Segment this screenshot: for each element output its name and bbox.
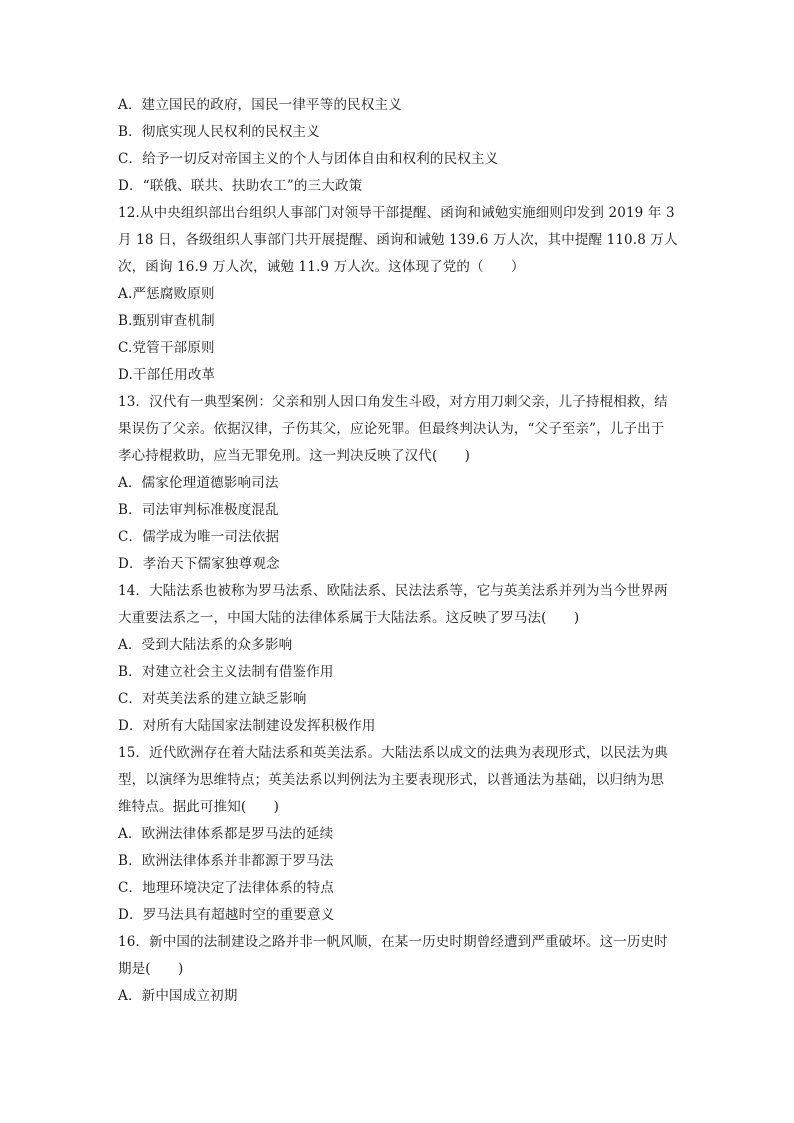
question-stem-line: 13．汉代有一典型案例：父亲和别人因口角发生斗殴，对方用刀刺父亲，儿子持棍相救，结 bbox=[118, 394, 668, 410]
option-a: A．欧洲法律体系都是罗马法的延续 bbox=[118, 826, 334, 842]
question-stem-line: 月 18 日，各级组织人事部门共开展提醒、函询和诫勉 139.6 万人次，其中提醒 110.8 万人 bbox=[118, 232, 678, 248]
question-stem-line: 次，函询 16.9 万人次，诫勉 11.9 万人次。这体现了党的（ ） bbox=[118, 259, 525, 275]
question-stem-line: 大重要法系之一，中国大陆的法律体系属于大陆法系。这反映了罗马法( ) bbox=[118, 610, 580, 626]
option-d: D．罗马法具有超越时空的重要意义 bbox=[118, 907, 335, 923]
option-b: B．司法审判标准极度混乱 bbox=[118, 502, 279, 518]
question-13 bbox=[118, 389, 680, 578]
option-c: C．给予一切反对帝国主义的个人与团体自由和权利的民权主义 bbox=[118, 151, 499, 167]
question-14 bbox=[118, 578, 680, 740]
option-c: C．对英美法系的建立缺乏影响 bbox=[118, 691, 307, 707]
option-a: A．建立国民的政府，国民一律平等的民权主义 bbox=[118, 97, 402, 113]
option-a: A．受到大陆法系的众多影响 bbox=[118, 637, 293, 653]
question-stem-line: 维特点。据此可推知( ) bbox=[118, 799, 279, 815]
question-stem-line: 12.从中央组织部出台组织人事部门对领导干部提醒、函询和诫勉实施细则印发到 2019 年 3 bbox=[118, 205, 675, 221]
option-c: C．地理环境决定了法律体系的特点 bbox=[118, 880, 335, 896]
option-b: B．彻底实现人民权利的民权主义 bbox=[118, 124, 320, 140]
question-stem-line: 14．大陆法系也被称为罗马法系、欧陆法系、民法法系等，它与英美法系并列为当今世界两 bbox=[118, 583, 668, 599]
option-a: A．儒家伦理道德影响司法 bbox=[118, 475, 279, 491]
option-d: D．孝治天下儒家独尊观念 bbox=[118, 556, 280, 572]
question-12 bbox=[118, 200, 680, 389]
option-b: B．对建立社会主义法制有借鉴作用 bbox=[118, 664, 334, 680]
option-c: C.党管干部原则 bbox=[118, 340, 215, 356]
option-b: B.甄别审查机制 bbox=[118, 313, 215, 329]
option-b: B．欧洲法律体系并非都源于罗马法 bbox=[118, 853, 334, 869]
question-stem-line: 15．近代欧洲存在着大陆法系和英美法系。大陆法系以成文的法典为表现形式，以民法为典 bbox=[118, 745, 668, 761]
option-d: D．对所有大陆国家法制建设发挥积极作用 bbox=[118, 718, 376, 734]
question-stem-line: 孝心持棍救助，应当无罪免刑。这一判决反映了汉代( ) bbox=[118, 448, 471, 464]
question-stem-line: 期是( ) bbox=[118, 961, 184, 977]
question-15 bbox=[118, 740, 680, 929]
question-11-options bbox=[118, 92, 680, 200]
option-a: A.严惩腐败原则 bbox=[118, 286, 215, 302]
question-stem-line: 果误伤了父亲。依据汉律，子伤其父，应论死罪。但最终判决认为，“父子至亲”，儿子出于 bbox=[118, 421, 665, 437]
question-16 bbox=[118, 929, 680, 1010]
question-stem-line: 型，以演绎为思维特点；英美法系以判例法为主要表现形式，以普通法为基础，以归纳为思 bbox=[118, 772, 664, 788]
option-c: C．儒学成为唯一司法依据 bbox=[118, 529, 280, 545]
exam-page bbox=[118, 92, 680, 1010]
option-d: D．“联俄、联共、扶助农工”的三大政策 bbox=[118, 178, 363, 194]
question-stem-line: 16．新中国的法制建设之路并非一帆风顺，在某一历史时期曾经遭到严重破坏。这一历史时 bbox=[118, 934, 668, 950]
option-a: A．新中国成立初期 bbox=[118, 988, 238, 1004]
option-d: D.干部任用改革 bbox=[118, 367, 216, 383]
